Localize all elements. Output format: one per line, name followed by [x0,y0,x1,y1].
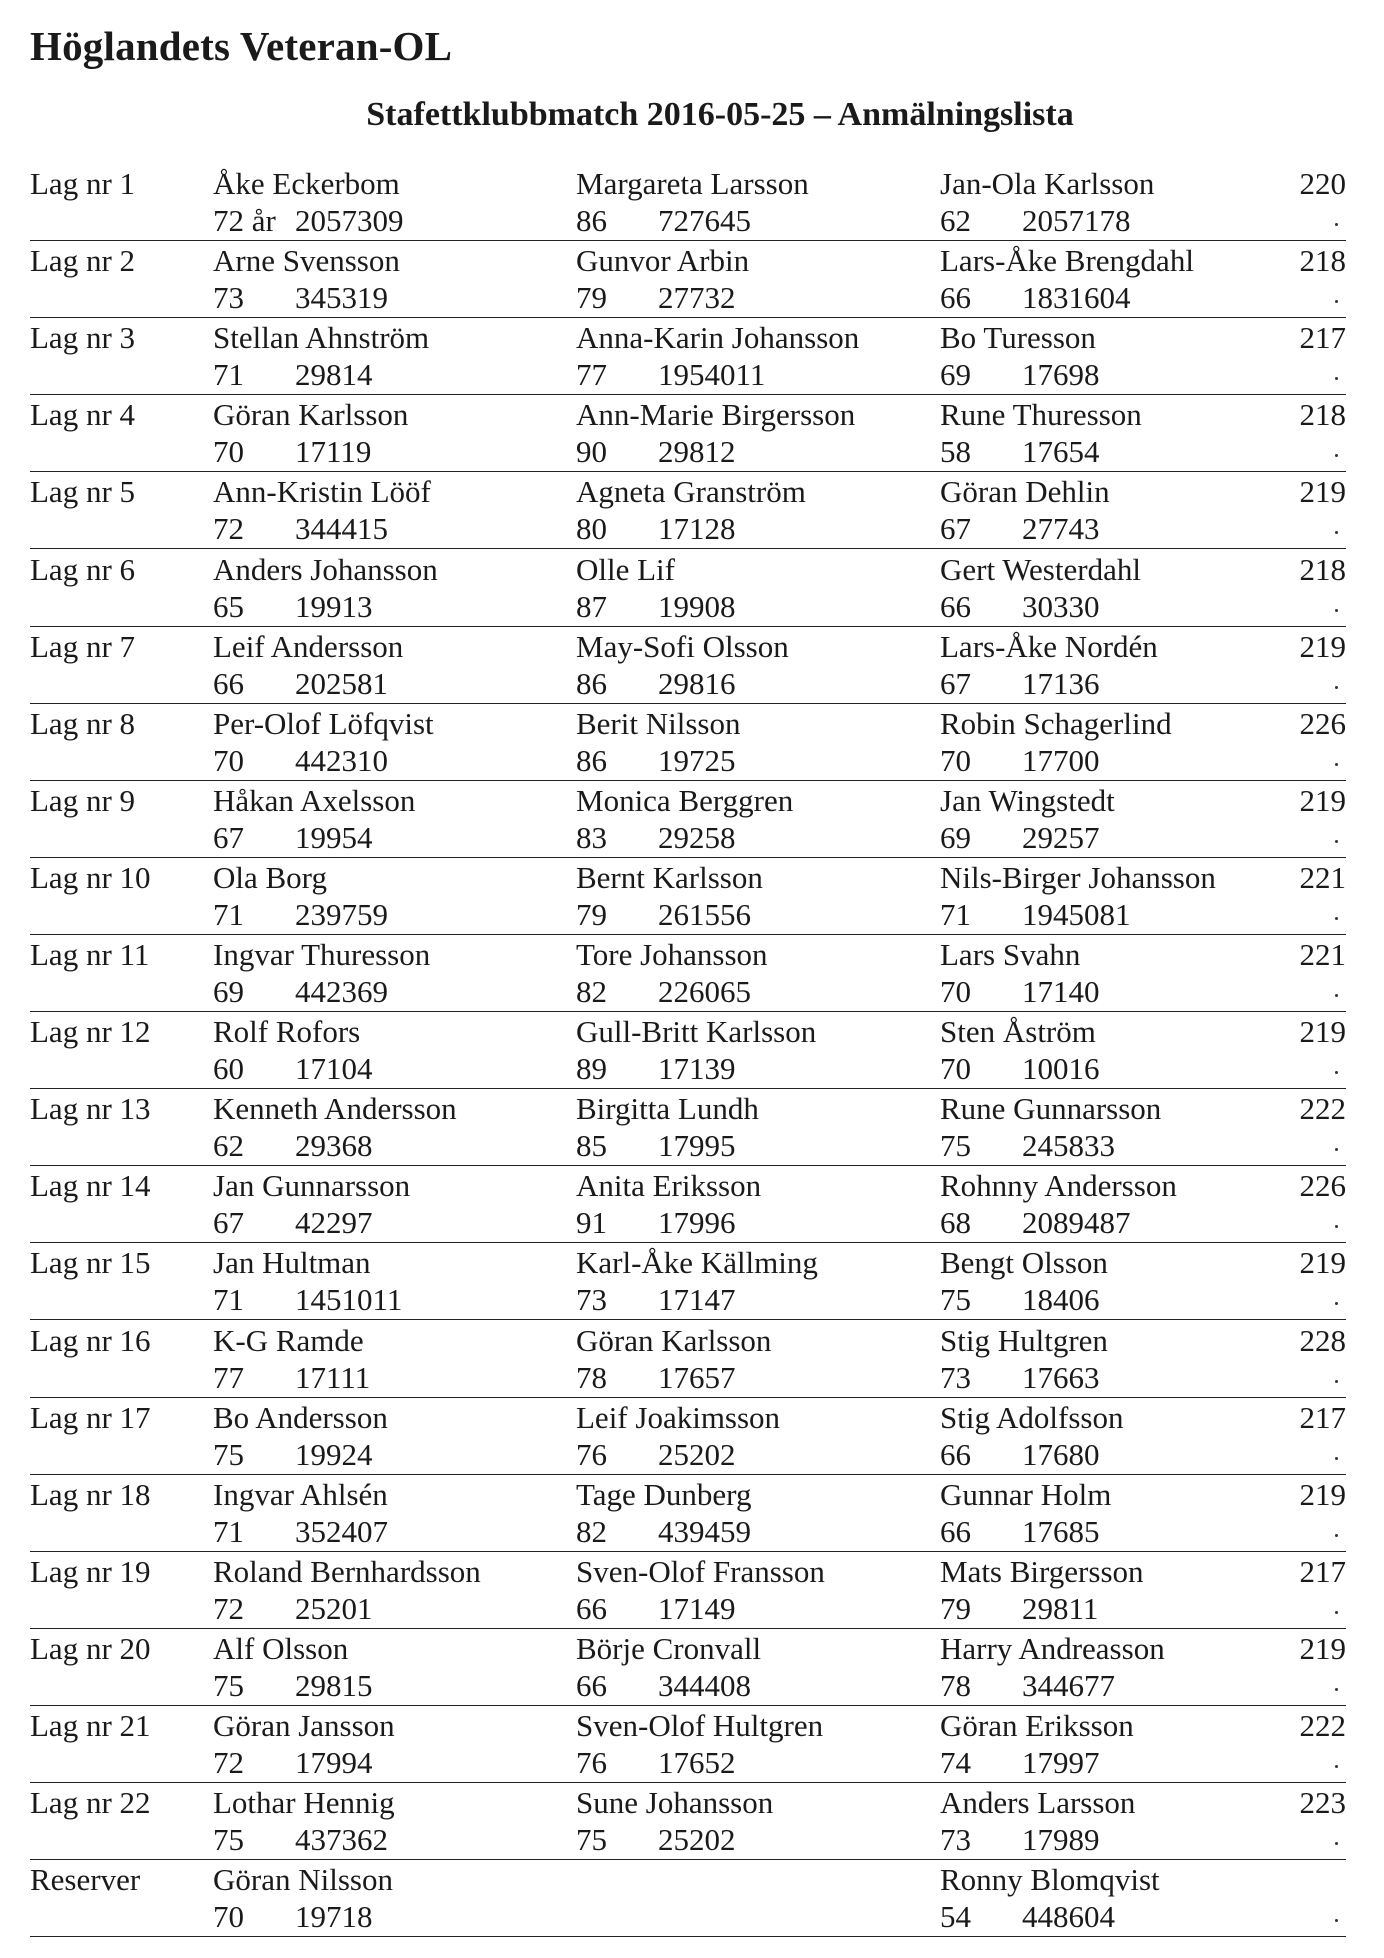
runner-name: Sven-Olof Fransson [576,1553,825,1589]
runner-name: Karl-Åke Källming [576,1245,818,1281]
runner-birth-year: 54 [940,1899,971,1935]
runner-number: 439459 [658,1513,751,1549]
team-label: Lag nr 10 [30,859,151,895]
runner-birth-year: 58 [940,434,971,470]
runner-name: Stellan Ahnström [213,320,430,356]
row-end-dot [1335,917,1338,920]
row-end-dot [1335,377,1338,380]
runner-number: 344415 [295,511,388,547]
runner-name: Anders Johansson [213,551,438,587]
runner-number: 17657 [658,1359,736,1395]
runner-name: Jan Wingstedt [940,782,1115,818]
team-row [30,1784,1346,1860]
runner-birth-year: 73 [576,1282,607,1318]
runner-number: 17119 [295,434,372,470]
runner-number: 239759 [295,896,388,932]
runner-birth-year: 67 [940,511,971,547]
runner-number: 17147 [658,1282,736,1318]
team-row [30,1322,1346,1398]
runner-birth-year: 70 [940,974,971,1009]
row-end-dot [1335,1071,1338,1074]
team-row [30,473,1346,549]
team-label: Lag nr 19 [30,1553,151,1589]
runner-number: 17997 [1022,1745,1100,1780]
runner-birth-year: 70 [940,1051,971,1087]
runner-birth-year: 82 [576,1513,607,1549]
runner-birth-year: 66 [576,1667,607,1703]
runner-number: 17140 [1022,974,1100,1009]
runner-birth-year: 66 [940,280,971,316]
runner-number: 226065 [658,974,751,1009]
runner-birth-year: 76 [576,1745,607,1780]
runner-name: Rune Gunnarsson [940,1091,1162,1127]
runner-number: 17996 [658,1205,736,1241]
row-end-dot [1335,1302,1338,1305]
team-row [30,1553,1346,1629]
runner-name: Monica Berggren [576,782,794,818]
runner-birth-year: 68 [940,1205,971,1241]
runner-name: Arne Svensson [213,243,400,279]
runner-number: 29814 [295,357,373,393]
row-end-dot [1335,1765,1338,1768]
runner-name: Lars-Åke Brengdahl [940,243,1194,279]
row-end-dot [1335,223,1338,226]
runner-name: Göran Karlsson [576,1322,772,1358]
team-label: Lag nr 18 [30,1476,151,1512]
runner-name: Bo Turesson [940,320,1096,356]
runner-birth-year: 71 [213,1513,244,1549]
runner-number: 202581 [295,665,388,701]
row-end-dot [1335,1688,1338,1691]
runner-number: 2089487 [1022,1205,1131,1241]
team-age-total: 222 [1299,1091,1346,1127]
runner-number: 17652 [658,1745,736,1780]
team-row [30,628,1346,704]
runner-name: Agneta Granström [576,474,806,510]
team-label: Lag nr 8 [30,705,136,741]
runner-name: Gunvor Arbin [576,243,750,279]
runner-number: 17995 [658,1128,736,1164]
row-end-dot [1335,609,1338,612]
runner-birth-year: 66 [213,665,244,701]
team-label: Lag nr 15 [30,1245,151,1281]
team-age-total: 219 [1299,1245,1346,1281]
row-end-dot [1335,1919,1338,1922]
runner-name: Anita Eriksson [576,1168,762,1204]
runner-birth-year: 73 [213,280,244,316]
team-row [30,859,1346,935]
runner-number: 19913 [295,588,373,624]
team-age-total: 219 [1299,474,1346,510]
team-row [30,165,1346,241]
runner-number: 17698 [1022,357,1100,393]
runner-number: 17654 [1022,434,1100,470]
runner-name: Ann-Kristin Lööf [213,474,431,510]
runner-number: 261556 [658,896,751,932]
team-age-total: 226 [1299,705,1346,741]
runner-birth-year: 86 [576,203,607,238]
team-label: Lag nr 1 [30,166,136,201]
runner-number: 25202 [658,1436,736,1472]
runner-number: 17128 [658,511,736,547]
runner-name: Mats Birgersson [940,1553,1144,1589]
runner-birth-year: 80 [576,511,607,547]
team-label: Lag nr 16 [30,1322,151,1358]
row-end-dot [1335,994,1338,997]
runner-birth-year: 70 [940,742,971,778]
team-age-total: 220 [1299,166,1346,201]
runner-number: 42297 [295,1205,373,1241]
runner-number: 19954 [295,819,373,855]
runner-birth-year: 82 [576,974,607,1009]
runner-birth-year: 83 [576,819,607,855]
runner-birth-year: 65 [213,588,244,624]
team-label: Lag nr 20 [30,1630,151,1666]
runner-birth-year: 71 [213,1282,244,1318]
team-row [30,396,1346,472]
team-row [30,242,1346,318]
runner-number: 17989 [1022,1822,1100,1858]
runner-name: Jan Hultman [213,1245,371,1281]
runner-birth-year: 72 [213,511,244,547]
row-end-dot [1335,1380,1338,1383]
runner-number: 19924 [295,1436,373,1472]
runner-birth-year: 74 [940,1745,971,1780]
runner-number: 19908 [658,588,736,624]
runner-name: Ola Borg [213,859,327,895]
runner-birth-year: 67 [213,819,244,855]
runner-name: Leif Joakimsson [576,1399,781,1435]
runner-number: 29815 [295,1667,373,1703]
runner-name: Birgitta Lundh [576,1091,759,1127]
runner-birth-year: 86 [576,665,607,701]
team-age-total: 219 [1299,782,1346,818]
team-age-total: 217 [1299,1399,1346,1435]
team-label: Lag nr 2 [30,243,136,279]
runner-name: May-Sofi Olsson [576,628,789,664]
runner-number: 17685 [1022,1513,1100,1549]
team-age-total: 219 [1299,1014,1346,1050]
runner-name: Göran Dehlin [940,474,1110,510]
row-end-dot [1335,763,1338,766]
runner-name: Ingvar Ahlsén [213,1476,388,1512]
team-age-total: 226 [1299,1168,1346,1204]
runner-birth-year: 75 [213,1822,244,1858]
team-label: Lag nr 7 [30,628,136,664]
runner-number: 352407 [295,1513,388,1549]
runner-name: Anders Larsson [940,1785,1136,1821]
runner-number: 25201 [295,1590,373,1626]
runner-name: Håkan Axelsson [213,782,416,818]
runner-number: 1451011 [295,1282,403,1318]
row-end-dot [1335,1611,1338,1614]
runner-birth-year: 72 [213,1590,244,1626]
runner-number: 437362 [295,1822,388,1858]
runner-number: 29812 [658,434,736,470]
runner-name: Gunnar Holm [940,1476,1112,1512]
runner-name: Alf Olsson [213,1630,349,1666]
runner-number: 29257 [1022,819,1100,855]
team-age-total: 223 [1299,1785,1346,1821]
row-end-dot [1335,454,1338,457]
document-title: Stafettklubbmatch 2016-05-25 – Anmälningslista [366,96,1074,133]
team-row [30,551,1346,627]
team-row [30,1861,1346,1937]
runner-birth-year: 73 [940,1359,971,1395]
runner-birth-year: 79 [940,1590,971,1626]
runner-birth-year: 89 [576,1051,607,1087]
team-label: Lag nr 21 [30,1708,151,1743]
runner-birth-year: 71 [213,357,244,393]
runner-birth-year: 67 [213,1205,244,1241]
team-row [30,1244,1346,1320]
runner-name: Göran Eriksson [940,1708,1134,1743]
team-age-total: 218 [1299,243,1346,279]
runner-birth-year: 69 [213,974,244,1009]
runner-name: Tore Johansson [576,937,768,972]
runner-number: 17139 [658,1051,736,1087]
runner-name: Roland Bernhardsson [213,1553,481,1589]
runner-number: 442310 [295,742,388,778]
team-label: Lag nr 3 [30,320,136,356]
runner-name: Ann-Marie Birgersson [576,397,856,433]
runner-number: 30330 [1022,588,1100,624]
runner-number: 1945081 [1022,896,1131,932]
team-row [30,705,1346,781]
runner-birth-year: 78 [576,1359,607,1395]
team-age-total: 228 [1299,1322,1346,1358]
team-label: Lag nr 14 [30,1168,151,1204]
row-end-dot [1335,1842,1338,1845]
runner-name: Bo Andersson [213,1399,388,1435]
runner-name: Robin Schagerlind [940,705,1172,741]
runner-number: 245833 [1022,1128,1115,1164]
runner-name: Rune Thuresson [940,397,1142,433]
runner-number: 18406 [1022,1282,1100,1318]
runner-name: Margareta Larsson [576,166,809,201]
team-age-total: 219 [1299,1630,1346,1666]
team-label: Lag nr 4 [30,397,136,433]
runner-name: Nils-Birger Johansson [940,859,1216,895]
runner-name: Lars Svahn [940,937,1081,972]
runner-name: Rolf Rofors [213,1014,361,1050]
runner-name: Börje Cronvall [576,1630,762,1666]
runner-name: Kenneth Andersson [213,1091,457,1127]
runner-birth-year: 60 [213,1051,244,1087]
team-row [30,1476,1346,1552]
team-age-total: 221 [1299,859,1346,895]
team-row [30,782,1346,858]
team-age-total: 218 [1299,397,1346,433]
team-age-total: 222 [1299,1708,1346,1743]
runner-birth-year: 91 [576,1205,607,1241]
runner-number: 442369 [295,974,388,1009]
runner-name: Åke Eckerbom [213,166,400,201]
runner-birth-year: 66 [940,1513,971,1549]
runner-birth-year: 71 [213,896,244,932]
runner-number: 17104 [295,1051,373,1087]
runner-birth-year: 70 [213,742,244,778]
team-row [30,1090,1346,1166]
runner-birth-year: 69 [940,819,971,855]
row-end-dot [1335,1534,1338,1537]
runner-number: 1831604 [1022,280,1131,316]
runner-name: Sune Johansson [576,1785,774,1821]
runner-name: Sven-Olof Hultgren [576,1708,824,1743]
row-end-dot [1335,1148,1338,1151]
team-row [30,1399,1346,1475]
runner-name: K-G Ramde [213,1322,364,1358]
runner-name: Gull-Britt Karlsson [576,1014,817,1050]
runner-birth-year: 76 [576,1436,607,1472]
team-age-total: 219 [1299,1476,1346,1512]
team-label: Lag nr 12 [30,1014,151,1050]
runner-number: 17994 [295,1745,373,1780]
team-row [30,1630,1346,1706]
runner-name: Göran Karlsson [213,397,409,433]
runner-birth-year: 72 år [213,203,276,238]
runner-number: 19725 [658,742,736,778]
runner-name: Per-Olof Löfqvist [213,705,434,741]
runner-number: 2057309 [295,203,404,238]
runner-birth-year: 70 [213,1899,244,1935]
team-age-total: 218 [1299,551,1346,587]
team-row [30,1707,1346,1783]
runner-number: 29368 [295,1128,373,1164]
organization-title: Höglandets Veteran-OL [30,23,453,69]
team-age-total: 221 [1299,937,1346,972]
runner-birth-year: 66 [940,1436,971,1472]
runner-number: 17680 [1022,1436,1100,1472]
runner-name: Göran Jansson [213,1708,395,1743]
runner-number: 10016 [1022,1051,1100,1087]
team-label: Lag nr 9 [30,782,136,818]
runner-name: Gert Westerdahl [940,551,1141,587]
runner-name: Berit Nilsson [576,705,741,741]
team-row [30,319,1346,395]
team-age-total: 217 [1299,320,1346,356]
runner-birth-year: 66 [576,1590,607,1626]
team-label: Lag nr 5 [30,474,136,510]
runner-birth-year: 71 [940,896,971,932]
runner-name: Jan Gunnarsson [213,1168,411,1204]
team-age-total: 217 [1299,1553,1346,1589]
runner-number: 727645 [658,203,751,238]
runner-name: Tage Dunberg [576,1476,752,1512]
team-row [30,1013,1346,1089]
runner-birth-year: 79 [576,280,607,316]
runner-birth-year: 75 [213,1436,244,1472]
runner-name: Lars-Åke Nordén [940,628,1158,664]
team-label: Lag nr 11 [30,937,150,972]
runner-number: 17111 [295,1359,371,1395]
runner-birth-year: 85 [576,1128,607,1164]
runner-name: Göran Nilsson [213,1862,393,1898]
runner-birth-year: 67 [940,665,971,701]
runner-number: 1954011 [658,357,766,393]
runner-number: 29811 [1022,1590,1099,1626]
runner-name: Ingvar Thuresson [213,937,431,972]
runner-birth-year: 78 [940,1667,971,1703]
team-label: Lag nr 17 [30,1399,151,1435]
runner-birth-year: 73 [940,1822,971,1858]
team-age-total: 219 [1299,628,1346,664]
runner-birth-year: 79 [576,896,607,932]
runner-number: 345319 [295,280,388,316]
runner-number: 25202 [658,1822,736,1858]
runner-number: 27743 [1022,511,1100,547]
team-label: Lag nr 22 [30,1785,151,1821]
runner-birth-year: 75 [213,1667,244,1703]
runner-name: Stig Adolfsson [940,1399,1124,1435]
runner-name: Jan-Ola Karlsson [940,166,1155,201]
runner-number: 17149 [658,1590,736,1626]
runner-number: 29816 [658,665,736,701]
runner-birth-year: 69 [940,357,971,393]
row-end-dot [1335,531,1338,534]
runner-birth-year: 86 [576,742,607,778]
runner-birth-year: 77 [576,357,607,393]
row-end-dot [1335,1225,1338,1228]
runner-name: Anna-Karin Johansson [576,320,860,356]
runner-birth-year: 90 [576,434,607,470]
runner-number: 27732 [658,280,736,316]
team-row [30,1167,1346,1243]
runner-birth-year: 75 [940,1128,971,1164]
runner-name: Rohnny Andersson [940,1168,1177,1204]
runner-number: 17663 [1022,1359,1100,1395]
runner-number: 19718 [295,1899,373,1935]
runner-name: Lothar Hennig [213,1785,395,1821]
runner-birth-year: 75 [576,1822,607,1858]
row-end-dot [1335,1457,1338,1460]
runner-name: Bengt Olsson [940,1245,1108,1281]
row-end-dot [1335,840,1338,843]
runner-birth-year: 66 [940,588,971,624]
runner-name: Ronny Blomqvist [940,1862,1160,1898]
runner-birth-year: 77 [213,1359,244,1395]
runner-name: Harry Andreasson [940,1630,1165,1666]
runner-birth-year: 62 [940,203,971,238]
runner-birth-year: 87 [576,588,607,624]
runner-birth-year: 75 [940,1282,971,1318]
runner-number: 448604 [1022,1899,1115,1935]
team-label: Reserver [30,1862,141,1898]
team-row [30,936,1346,1012]
runner-number: 344408 [658,1667,751,1703]
runner-name: Bernt Karlsson [576,859,763,895]
runner-birth-year: 72 [213,1745,244,1780]
runner-name: Sten Åström [940,1014,1096,1050]
runner-name: Olle Lif [576,551,675,587]
runner-number: 17136 [1022,665,1100,701]
runner-birth-year: 62 [213,1128,244,1164]
runner-number: 29258 [658,819,736,855]
runner-number: 2057178 [1022,203,1131,238]
runner-birth-year: 70 [213,434,244,470]
runner-number: 344677 [1022,1667,1115,1703]
team-label: Lag nr 13 [30,1091,151,1127]
row-end-dot [1335,300,1338,303]
row-end-dot [1335,686,1338,689]
runner-name: Stig Hultgren [940,1322,1108,1358]
runner-number: 17700 [1022,742,1100,778]
team-label: Lag nr 6 [30,551,136,587]
runner-name: Leif Andersson [213,628,404,664]
